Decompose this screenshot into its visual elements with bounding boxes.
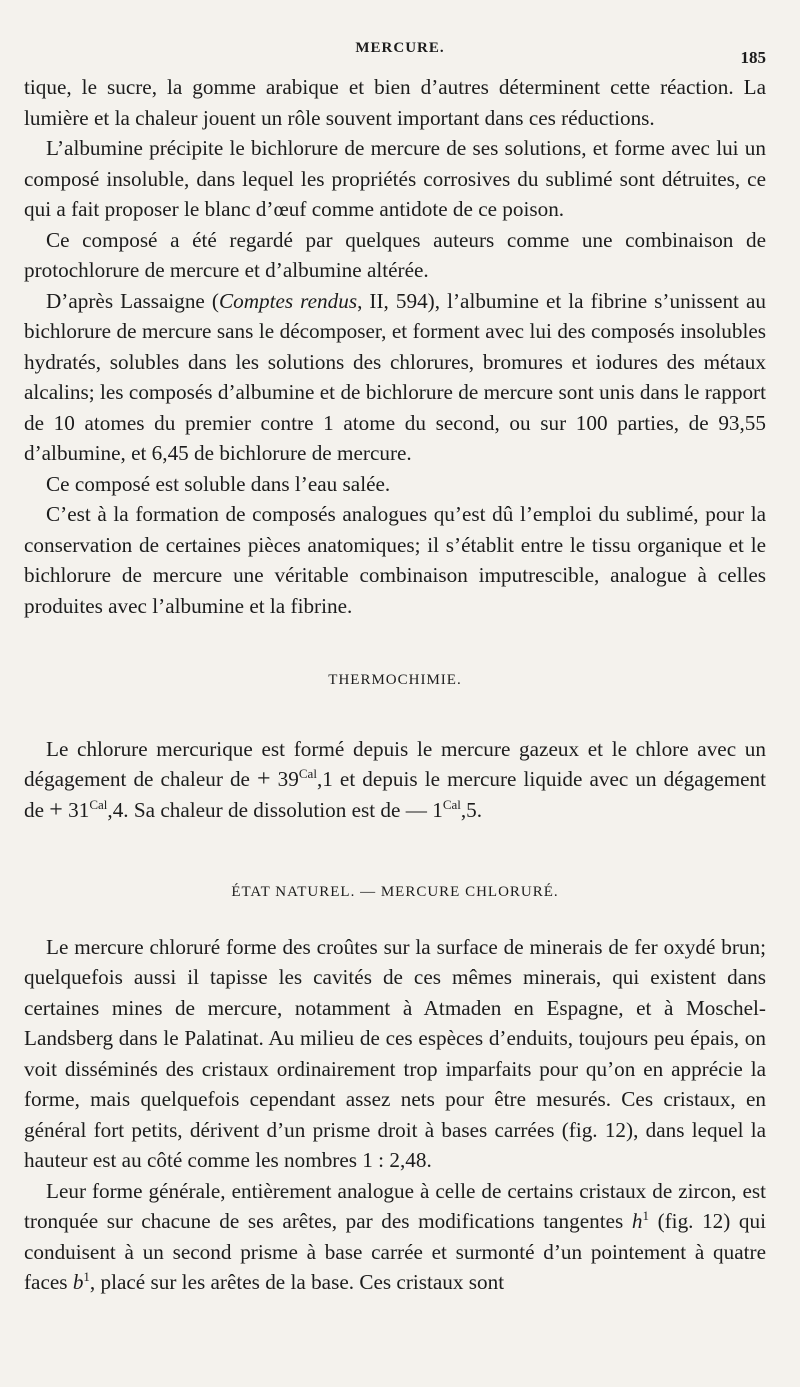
notation-b-sup: 1 <box>83 1268 90 1284</box>
page-number: 185 <box>740 48 766 67</box>
lassaigne-text-rest: , II, 594), l’albumine et la fibrine s’unissent au bichlorure de mercure sans le décomposer, et forment avec lui des composés insolubles hydratés, solubles dans les solutions des chlorures, bromures et iodures des métaux alcalins; les composés d’albumine et de bichlorure de mercure sont unis dans le rapport de 10 atomes du premier contre 1 atome du second, ou sur 100 parties, de 93,55 d’albumine, et 6,45 de bichlorure de mercure. <box>24 288 766 465</box>
notation-b: b <box>72 1270 84 1294</box>
paragraph-forme-generale <box>24 1176 766 1298</box>
notation-h: h <box>631 1209 643 1233</box>
paragraph-soluble: Ce composé est soluble dans l’eau salée. <box>46 471 391 496</box>
paragraph-albumine: L’albumine précipite le bichlorure de mercure de ses solutions, et forme avec lui un composé insoluble, dans lequel les propriétés corrosives du sublimé sont détruites, ce qui a fait proposer le blanc d’œuf comme antidote de ce poison. <box>24 136 766 221</box>
page-header <box>0 40 800 70</box>
forme-text-1: Leur forme générale, entièrement analogue à celle de certains cristaux de zircon, est tronquée sur chacune de ses arêtes, par des modifications tangentes <box>24 1178 766 1233</box>
heat-value-1: 39 <box>270 767 299 791</box>
heat-value-3: 1 <box>432 797 443 822</box>
heat-value-2: 31 <box>62 797 90 822</box>
plus-sign: + <box>49 796 63 823</box>
unit-cal: Cal <box>298 765 317 781</box>
thermo-text-1: Le chlorure mercurique est formé depuis le mercure gazeux et le chlore avec un dégagement de chaleur de <box>24 736 766 791</box>
thermo-text-3: Sa chaleur de dissolution est de — <box>128 797 433 822</box>
heat-value-2-decimal: ,4. <box>107 797 129 822</box>
heat-value-1-decimal: ,1 <box>316 767 333 791</box>
paragraph-thermochimie <box>24 734 766 826</box>
section-title-thermochimie: THERMOCHIMIE. <box>328 672 462 688</box>
paragraph-etat-naturel: Le mercure chloruré forme des croûtes sur la surface de minerais de fer oxydé brun; quelquefois aussi il tapisse les cavités de ces mêmes minerais, qui existent dans certaines mines de mercure, notamment à Atmaden en Espagne, et à Moschel-Landsberg dans le Palatinat. Au milieu de ces espèces d’enduits, toujours peu épais, on voit disséminés des cristaux ordinairement trop imparfaits pour qu’on en apprécie la forme, mais quelquefois cependant assez nets pour être mesurés. Ces cristaux, en général fort petits, dérivent d’un prisme droit à bases carrées (fig. 12), dans lequel la hauteur est au côté comme les nombres 1 : 2,48. <box>24 934 766 1172</box>
unit-cal: Cal <box>442 796 461 812</box>
main-text <box>24 72 766 1298</box>
running-title: MERCURE. <box>355 40 445 56</box>
forme-text-3: , placé sur les arêtes de la base. Ces cristaux sont <box>89 1270 505 1294</box>
unit-cal: Cal <box>89 796 108 812</box>
plus-sign: + <box>257 766 271 792</box>
forme-text-2: (fig. 12) qui conduisent à un second prisme à base carrée et surmonté d’un pointement à quatre faces <box>24 1209 766 1294</box>
journal-title: Comptes rendus <box>218 288 358 313</box>
paragraph-continuation: tique, le sucre, la gomme arabique et bien d’autres déterminent cette réaction. La lumière et la chaleur jouent un rôle souvent important dans ces réductions. <box>24 75 766 130</box>
paragraph-protochlorure: Ce composé a été regardé par quelques auteurs comme une combinaison de protochlorure de mercure et d’albumine altérée. <box>24 227 766 282</box>
lassaigne-text-start: D’après Lassaigne ( <box>46 288 219 313</box>
thermo-text-2: et depuis le mercure liquide avec un dégagement de <box>24 767 767 822</box>
paragraph-lassaigne <box>24 286 766 469</box>
notation-h-sup: 1 <box>642 1207 649 1223</box>
section-title-etat-naturel: ÉTAT NATUREL. — MERCURE CHLORURÉ. <box>231 884 559 900</box>
heat-value-3-decimal: ,5. <box>460 797 483 822</box>
paragraph-conservation: C’est à la formation de composés analogues qu’est dû l’emploi du sublimé, pour la conservation de certaines pièces anatomiques; il s’établit entre le tissu organique et le bichlorure de mercure une véritable combinaison imputrescible, analogue à celles produites avec l’albumine et la fibrine. <box>24 502 766 618</box>
